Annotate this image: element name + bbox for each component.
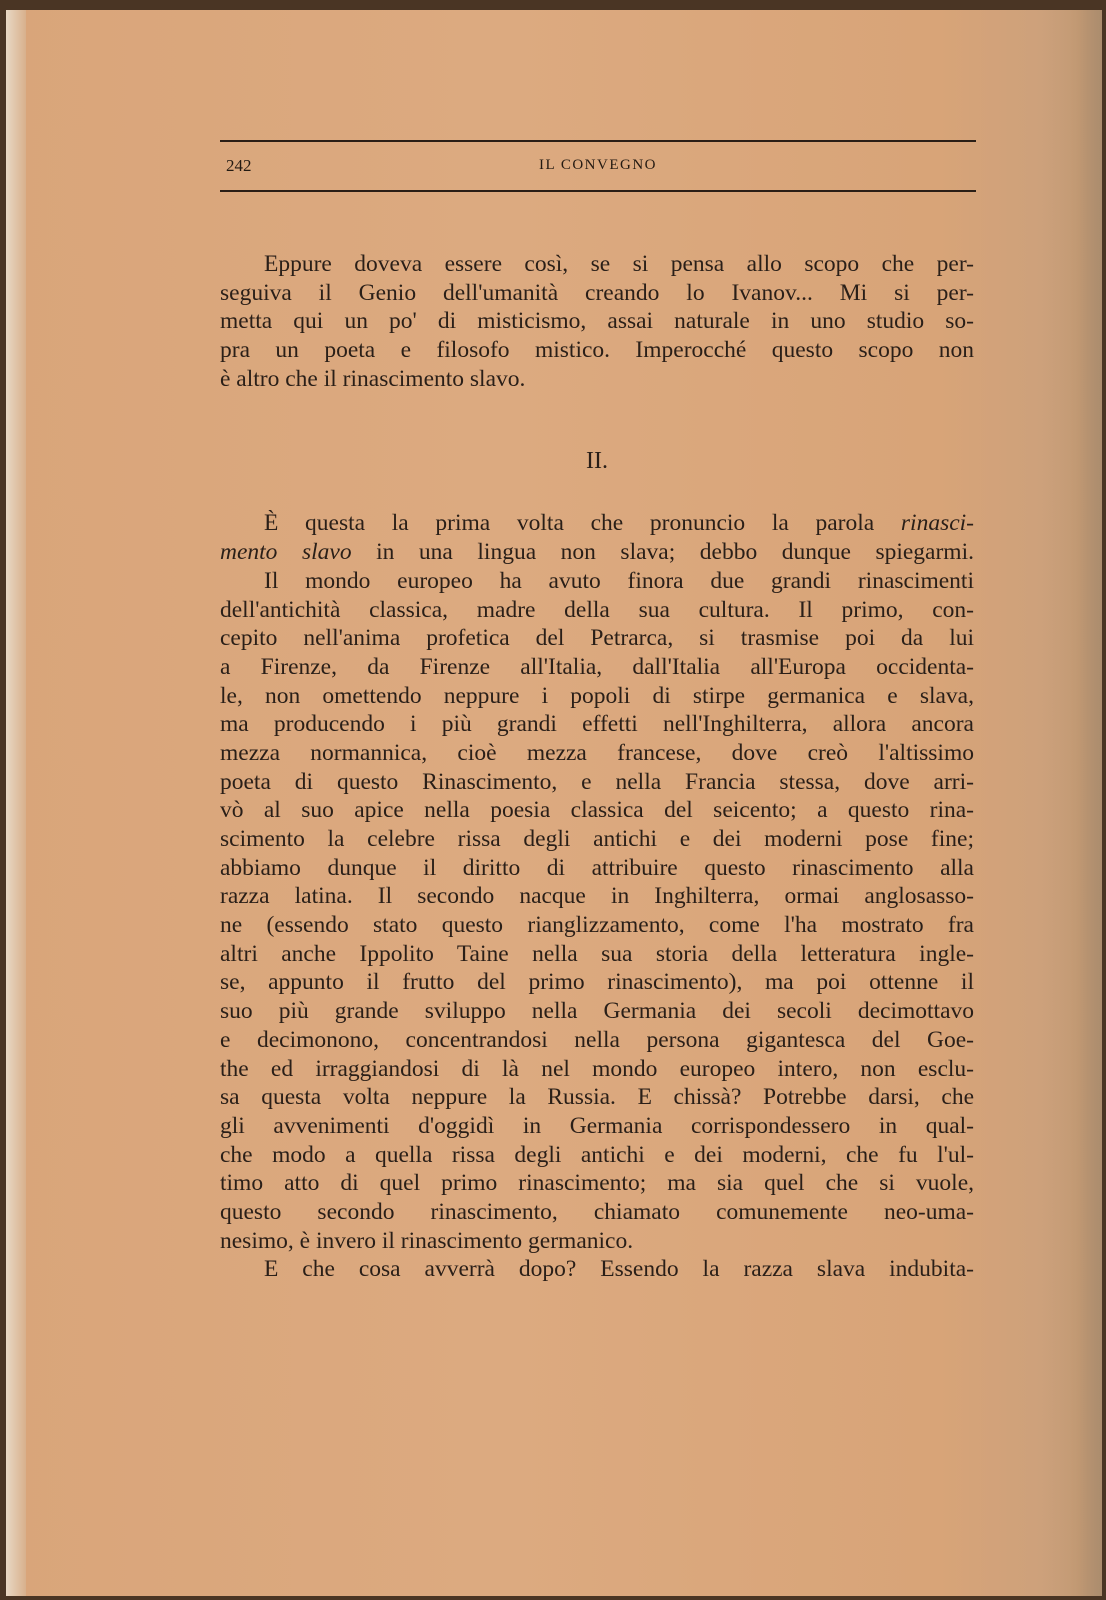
header-rule-top	[220, 140, 976, 142]
page-header	[220, 140, 976, 192]
text-line: Il mondo europeo ha avuto finora due grandi rinascimenti	[264, 567, 974, 594]
text-line: altri anche Ippolito Taine nella sua storia della letteratura ingle-	[220, 940, 974, 967]
italic-text: rinasci-	[900, 510, 974, 537]
text-line: questo secondo rinascimento, chiamato comunemente neo-uma-	[220, 1198, 974, 1225]
text-line: razza latina. Il secondo nacque in Inghilterra, ormai anglosasso-	[220, 883, 974, 910]
italic-text: mento slavo	[220, 539, 352, 566]
text-line: le, non omettendo neppure i popoli di stirpe germanica e slava,	[220, 682, 974, 709]
header-rule-bottom	[220, 190, 976, 192]
text-line: vò al suo apice nella poesia classica del seicento; a questo rina-	[220, 797, 974, 824]
text-line: se, appunto il frutto del primo rinascimento), ma poi ottenne il	[220, 969, 974, 996]
page-left-edge	[6, 10, 26, 1596]
text-line: è altro che il rinascimento slavo.	[220, 365, 526, 392]
text-line: poeta di questo Rinascimento, e nella Francia stessa, dove arri-	[220, 768, 974, 795]
text-line: abbiamo dunque il diritto di attribuire questo rinascimento alla	[220, 854, 974, 881]
text-line: nesimo, è invero il rinascimento germanico.	[220, 1227, 634, 1254]
running-head: IL CONVEGNO	[538, 157, 657, 173]
text-line: e decimonono, concentrandosi nella persona gigantesca del Goe-	[220, 1026, 974, 1053]
page-number: 242	[226, 156, 252, 175]
paragraph-1	[220, 250, 974, 393]
text-line: timo atto di quel primo rinascimento; ma sia quel che si vuole,	[220, 1170, 974, 1197]
text-line: sa questa volta neppure la Russia. E chissà? Potrebbe darsi, che	[220, 1084, 974, 1111]
text-line: suo più grande sviluppo nella Germania dei secoli decimottavo	[220, 998, 974, 1025]
text-span: in una lingua non slava; debbo dunque spiegarmi.	[351, 539, 974, 566]
section-heading: II.	[586, 448, 608, 475]
text-line	[220, 509, 974, 538]
text-line: scimento la celebre rissa degli antichi e dei moderni pose fine;	[220, 826, 974, 852]
text-line: seguiva il Genio dell'umanità creando lo Ivanov... Mi si per-	[220, 279, 974, 306]
text-line: pra un poeta e filosofo mistico. Imperocché questo scopo non	[220, 337, 974, 364]
text-line: metta qui un po' di misticismo, assai naturale in uno studio so-	[220, 308, 974, 335]
text-line: ne (essendo stato questo rianglizzamento, come l'ha mostrato fra	[220, 912, 974, 939]
book-page	[6, 10, 1102, 1596]
text-line: Eppure doveva essere così, se si pensa allo scopo che per-	[264, 251, 974, 277]
text-line: che modo a quella rissa degli antichi e dei moderni, che fu l'ul-	[220, 1141, 974, 1168]
text-line: ma producendo i più grandi effetti nell'Inghilterra, allora ancora	[220, 711, 974, 738]
page-right-edge-shadow	[1042, 10, 1102, 1596]
paragraph-4	[220, 1255, 974, 1284]
text-line: E che cosa avverrà dopo? Essendo la razza slava indubita-	[264, 1256, 974, 1283]
text-line: gli avvenimenti d'oggidì in Germania corrispondessero in qual-	[220, 1112, 974, 1139]
text-line: the ed irraggiandosi di là nel mondo europeo intero, non esclu-	[220, 1055, 974, 1082]
text-line: dell'antichità classica, madre della sua cultura. Il primo, con-	[220, 596, 974, 623]
paragraph-3	[220, 567, 974, 1256]
paragraph-2	[220, 509, 974, 566]
text-line	[220, 538, 974, 567]
text-line: mezza normannica, cioè mezza francese, dove creò l'altissimo	[220, 739, 974, 766]
body-text	[220, 250, 974, 1284]
text-span: È questa la prima volta che pronuncio la parola	[264, 510, 901, 537]
text-line: a Firenze, da Firenze all'Italia, dall'Italia all'Europa occidenta-	[220, 653, 974, 680]
text-line: cepito nell'anima profetica del Petrarca, si trasmise poi da lui	[220, 625, 974, 652]
